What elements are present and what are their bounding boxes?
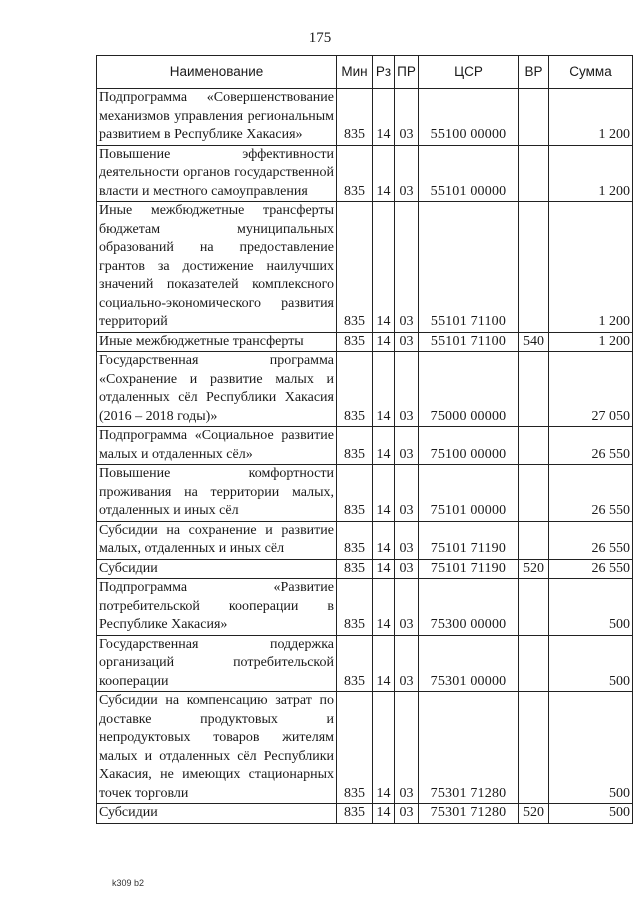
header-csr: ЦСР [419,56,519,89]
cell-rz: 14 [373,559,395,579]
cell-csr: 75101 71190 [419,559,519,579]
cell-name: Повышение эффективности деятельности органов государственной власти и местного самоуправления [97,145,337,202]
cell-vr [519,145,549,202]
cell-name: Повышение комфортности проживания на территории малых, отдаленных и иных сёл [97,465,337,522]
table-row [97,804,633,824]
cell-name: Государственная поддержка организаций потребительской кооперации [97,635,337,692]
cell-sum: 26 550 [549,465,633,522]
cell-name: Субсидии на сохранение и развитие малых, отдаленных и иных сёл [97,521,337,559]
cell-min: 835 [337,521,373,559]
cell-min: 835 [337,89,373,146]
cell-name: Субсидии [97,804,337,824]
cell-sum: 26 550 [549,559,633,579]
table-row [97,465,633,522]
cell-csr: 75301 00000 [419,635,519,692]
cell-csr: 55100 00000 [419,89,519,146]
cell-rz: 14 [373,332,395,352]
cell-rz: 14 [373,427,395,465]
budget-table [96,55,633,824]
cell-min: 835 [337,804,373,824]
cell-pr: 03 [395,89,419,146]
cell-min: 835 [337,465,373,522]
cell-name: Подпрограмма «Совершенствование механизмов управления региональным развитием в Республике Хакасия» [97,89,337,146]
cell-vr [519,635,549,692]
cell-name: Государственная программа «Сохранение и развитие малых и отдаленных сёл Республики Хакасия (2016 – 2018 годы)» [97,352,337,427]
table-row [97,202,633,333]
cell-csr: 75101 71190 [419,521,519,559]
cell-min: 835 [337,352,373,427]
cell-pr: 03 [395,635,419,692]
table-row [97,145,633,202]
cell-min: 835 [337,202,373,333]
cell-rz: 14 [373,465,395,522]
cell-sum: 27 050 [549,352,633,427]
cell-pr: 03 [395,202,419,333]
cell-vr [519,202,549,333]
cell-vr: 520 [519,804,549,824]
cell-csr: 75300 00000 [419,579,519,636]
cell-pr: 03 [395,804,419,824]
header-rz: Рз [373,56,395,89]
cell-sum: 500 [549,635,633,692]
table-row [97,579,633,636]
cell-vr: 520 [519,559,549,579]
cell-pr: 03 [395,559,419,579]
table-row [97,427,633,465]
cell-pr: 03 [395,465,419,522]
cell-min: 835 [337,332,373,352]
cell-csr: 75000 00000 [419,352,519,427]
cell-sum: 1 200 [549,202,633,333]
table-header-row [97,56,633,89]
table-row [97,521,633,559]
cell-min: 835 [337,692,373,804]
cell-vr [519,692,549,804]
table-row [97,692,633,804]
header-name: Наименование [97,56,337,89]
cell-vr [519,465,549,522]
cell-name: Подпрограмма «Развитие потребительской кооперации в Республике Хакасия» [97,579,337,636]
header-vr: ВР [519,56,549,89]
cell-min: 835 [337,559,373,579]
cell-min: 835 [337,427,373,465]
cell-csr: 75100 00000 [419,427,519,465]
cell-rz: 14 [373,202,395,333]
cell-pr: 03 [395,352,419,427]
cell-csr: 55101 71100 [419,332,519,352]
cell-min: 835 [337,635,373,692]
cell-sum: 500 [549,692,633,804]
table-row [97,89,633,146]
cell-vr: 540 [519,332,549,352]
cell-rz: 14 [373,579,395,636]
cell-rz: 14 [373,635,395,692]
cell-pr: 03 [395,145,419,202]
cell-rz: 14 [373,352,395,427]
cell-csr: 75301 71280 [419,804,519,824]
footer-code: k309 b2 [112,878,145,888]
cell-name: Подпрограмма «Социальное развитие малых и отдаленных сёл» [97,427,337,465]
cell-rz: 14 [373,692,395,804]
cell-csr: 55101 71100 [419,202,519,333]
cell-sum: 1 200 [549,145,633,202]
cell-rz: 14 [373,89,395,146]
cell-sum: 500 [549,804,633,824]
cell-sum: 1 200 [549,332,633,352]
cell-sum: 26 550 [549,427,633,465]
cell-vr [519,427,549,465]
cell-vr [519,89,549,146]
table-row [97,332,633,352]
cell-vr [519,579,549,636]
cell-csr: 75301 71280 [419,692,519,804]
cell-pr: 03 [395,692,419,804]
cell-name: Иные межбюджетные трансферты бюджетам муниципальных образований на предоставление грантов за достижение наилучших значений показателей комплексного социально-экономического развития территорий [97,202,337,333]
cell-csr: 75101 00000 [419,465,519,522]
cell-pr: 03 [395,427,419,465]
table-row [97,559,633,579]
cell-min: 835 [337,145,373,202]
cell-vr [519,521,549,559]
page-number: 175 [308,30,332,46]
cell-pr: 03 [395,521,419,559]
cell-name: Субсидии [97,559,337,579]
cell-pr: 03 [395,579,419,636]
cell-rz: 14 [373,145,395,202]
cell-vr [519,352,549,427]
header-pr: ПР [395,56,419,89]
cell-name: Иные межбюджетные трансферты [97,332,337,352]
cell-pr: 03 [395,332,419,352]
cell-rz: 14 [373,521,395,559]
cell-rz: 14 [373,804,395,824]
table-body [97,89,633,824]
cell-sum: 26 550 [549,521,633,559]
table-row [97,352,633,427]
cell-name: Субсидии на компенсацию затрат по доставке продуктовых и непродуктовых товаров жителям малых и отдаленных сёл Республики Хакасия, не имеющих стационарных точек торговли [97,692,337,804]
cell-csr: 55101 00000 [419,145,519,202]
table-row [97,635,633,692]
cell-sum: 500 [549,579,633,636]
cell-sum: 1 200 [549,89,633,146]
header-min: Мин [337,56,373,89]
cell-min: 835 [337,579,373,636]
header-sum: Сумма [549,56,633,89]
